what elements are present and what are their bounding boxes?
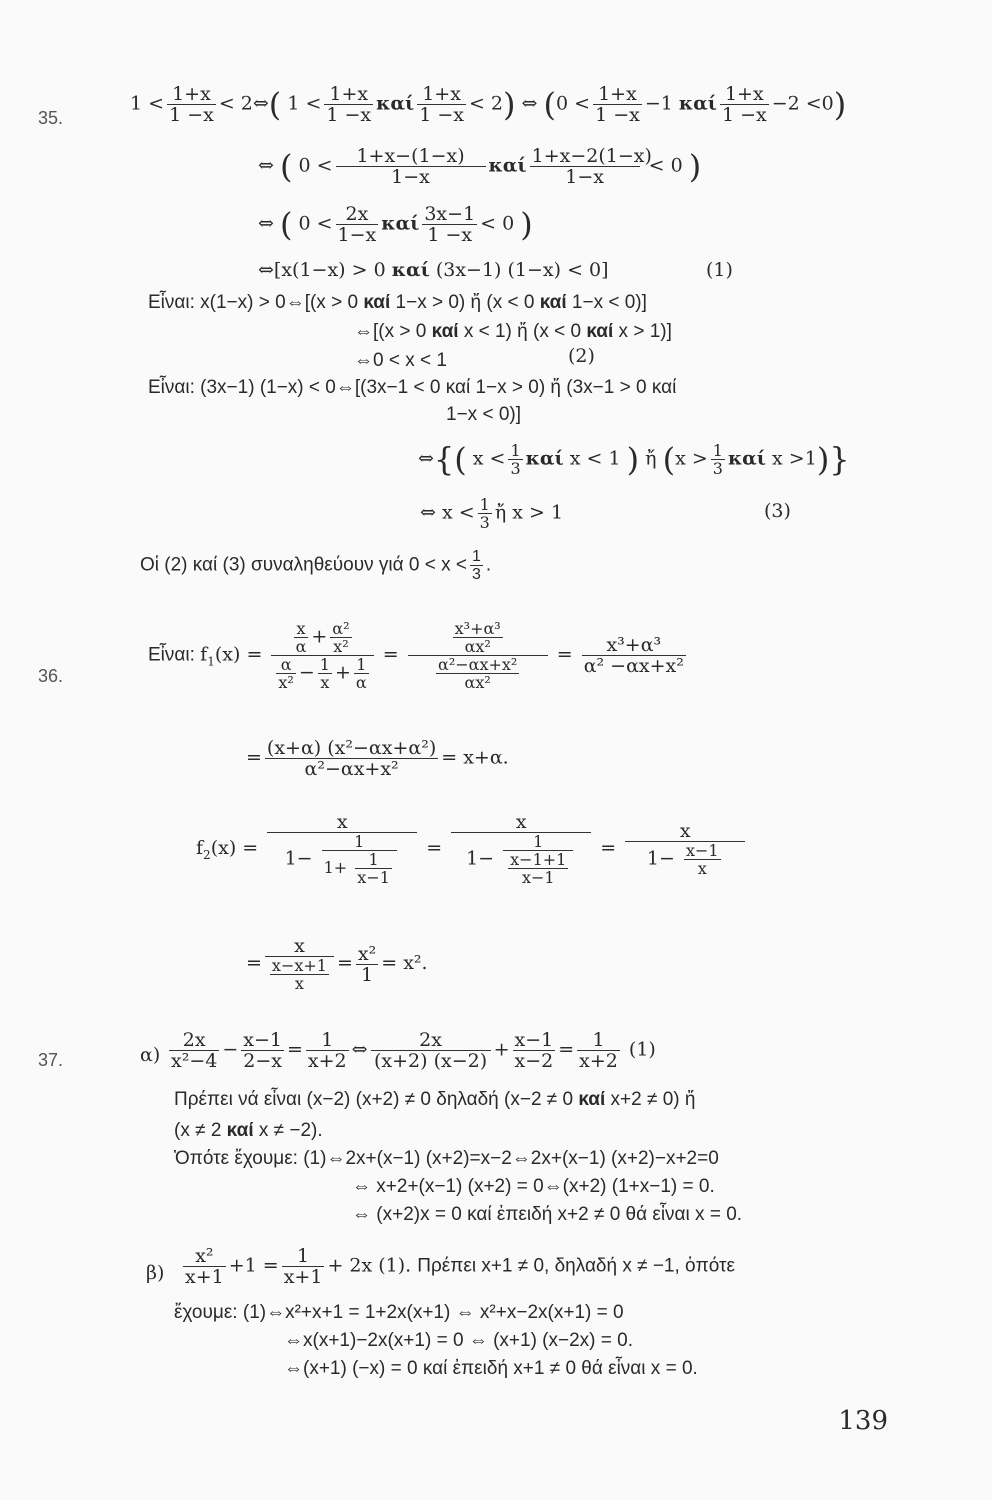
- p35-conclusion: Οἱ (2) καί (3) συναληθεύουν γιά 0 < x < $\frac{1}{3}$ .: [140, 548, 492, 583]
- p35-line-9: 1−x < 0)]: [446, 404, 521, 425]
- problem-number-37: 37.: [38, 1050, 64, 1070]
- p37-line-4: Ὁπότε ἔχουμε: (1)⇔2x+(x−1) (x+2)=x−2⇔2x+(x−1) (x+2)−x+2=0: [174, 1148, 719, 1169]
- part-b-label: β): [146, 1262, 165, 1284]
- page-number: 139: [838, 1406, 888, 1436]
- p35-tag-3: (3): [764, 500, 791, 522]
- p36-line-1: Εἶναι: $f_1(x)$ = $\frac{x}{\alpha}$ + $\frac{\text{α²}}{\text{x²}}$ $\frac{\alpha}{\text{x²}}$ − $\frac{1}{x}$ + $\frac{1}{\alpha}$ = $\frac{\frac{\text{x³+α³}}{\text{αx²}}}{\frac{\text{α²−αx+x²}}{\text{αx²}}}$ = $\frac{\text{x³+α³}}{\text{α² −αx+x²}}$: [148, 619, 684, 692]
- p35-line-5: Εἶναι: x(1−x) > 0⇔[(x > 0 καί 1−x > 0) ἤ (x < 0 καί 1−x < 0)]: [148, 292, 647, 313]
- p35-line-11: ⇔ x < $\frac{1}{3}$ ἤ x > 1: [420, 495, 564, 532]
- p35-line-7: ⇔0 < x < 1: [354, 350, 447, 371]
- p35-tag-2: (2): [568, 345, 595, 367]
- p35-line-6: ⇔[(x > 0 καί x < 1) ἤ (x < 0 καί x > 1)]: [354, 321, 672, 342]
- part-a-label: α): [140, 1044, 161, 1066]
- problem-number-35: 35.: [38, 108, 64, 128]
- p36-line-3: $f_2(x)$ = x 1− 1 1+ $\frac{1}{x-1}$ = x 1− $\frac{1}{\frac{x-1+1}{x-1}}$ = x 1− $\frac{x-1}{x}$: [196, 812, 748, 886]
- problem-number-36: 36.: [38, 666, 64, 686]
- p37-line-2: Πρέπει νά εἶναι (x−2) (x+2) ≠ 0 δηλαδή (x−2 ≠ 0 καί x+2 ≠ 0) ἤ: [174, 1089, 696, 1110]
- p35-tag-1: (1): [706, 259, 733, 281]
- p37-line-6: ⇔ (x+2)x = 0 καί ἐπειδή x+2 ≠ 0 θά εἶναι x = 0.: [352, 1204, 743, 1225]
- p35-line-10: ⇔{( x < $\frac{1}{3}$ καί x < 1 ) ἤ (x > $\frac{1}{3}$ καί x >1)}: [418, 440, 850, 479]
- p37-line-3: (x ≠ 2 καί x ≠ −2).: [174, 1120, 323, 1141]
- p35-line-2: ⇔ ( 0 < $\frac{1+x-(1-x)}{1-x}$ καί $\frac{1+x-2(1-x)}{1-x}$ < 0 ): [258, 145, 702, 188]
- p36-line-2: = $\frac{\text{(x+α) (x²−αx+α²)}}{\text{α²−αx+x²}}$ = x+α.: [246, 737, 509, 780]
- p36-line-4: = $\frac{x}{\frac{x-x+1}{x}}$ = $\frac{\text{x²}}{1}$ = x².: [246, 935, 428, 993]
- p35-line-4: ⇔[x(1−x) > 0 καί (3x−1) (1−x) < 0]: [258, 259, 609, 281]
- p35-line-1: 1 < $\frac{1+x}{1 -x}$ < 2⇔( 1 < $\frac{1+x}{1 -x}$ καί $\frac{1+x}{1 -x}$ < 2) ⇔ (0 < $\frac{1+x}{1 -x}$ −1 καί $\frac{1+x}{1 -x}$ −2 <0): [130, 83, 847, 126]
- p37-line-9: ⇔x(x+1)−2x(x+1) = 0 ⇔ (x+1) (x−2x) = 0.: [284, 1330, 633, 1351]
- p37-line-10: ⇔(x+1) (−x) = 0 καί ἐπειδή x+1 ≠ 0 θά εἶναι x = 0.: [284, 1358, 698, 1379]
- p37-line-8: ἔχουμε: (1)⇔x²+x+1 = 1+2x(x+1) ⇔ x²+x−2x(x+1) = 0: [174, 1302, 624, 1323]
- p35-line-8: Εἶναι: (3x−1) (1−x) < 0⇔[(3x−1 < 0 καί 1−x > 0) ἤ (3x−1 > 0 καί: [148, 377, 677, 398]
- p35-line-3: ⇔ ( 0 < $\frac{2x}{1-x}$ καί $\frac{3x-1}{1 -x}$ < 0 ): [258, 203, 533, 246]
- p37-line-7: $\frac{\text{x²}}{x+1}$ +1 = $\frac{1}{x+1}$ + 2x (1). Πρέπει x+1 ≠ 0, δηλαδή x ≠ −1, ὁπότε: [185, 1245, 736, 1288]
- p37-line-1: $\frac{2x}{\text{x²−4}}$ − $\frac{x-1}{2-x}$ = $\frac{1}{x+2}$ ⇔ $\frac{2x}{(x+2) (x-2)}$ + $\frac{x-1}{x-2}$ = $\frac{1}{x+2}$ (1): [171, 1029, 656, 1072]
- p37-line-5: ⇔ x+2+(x−1) (x+2) = 0⇔(x+2) (1+x−1) = 0.: [352, 1176, 715, 1197]
